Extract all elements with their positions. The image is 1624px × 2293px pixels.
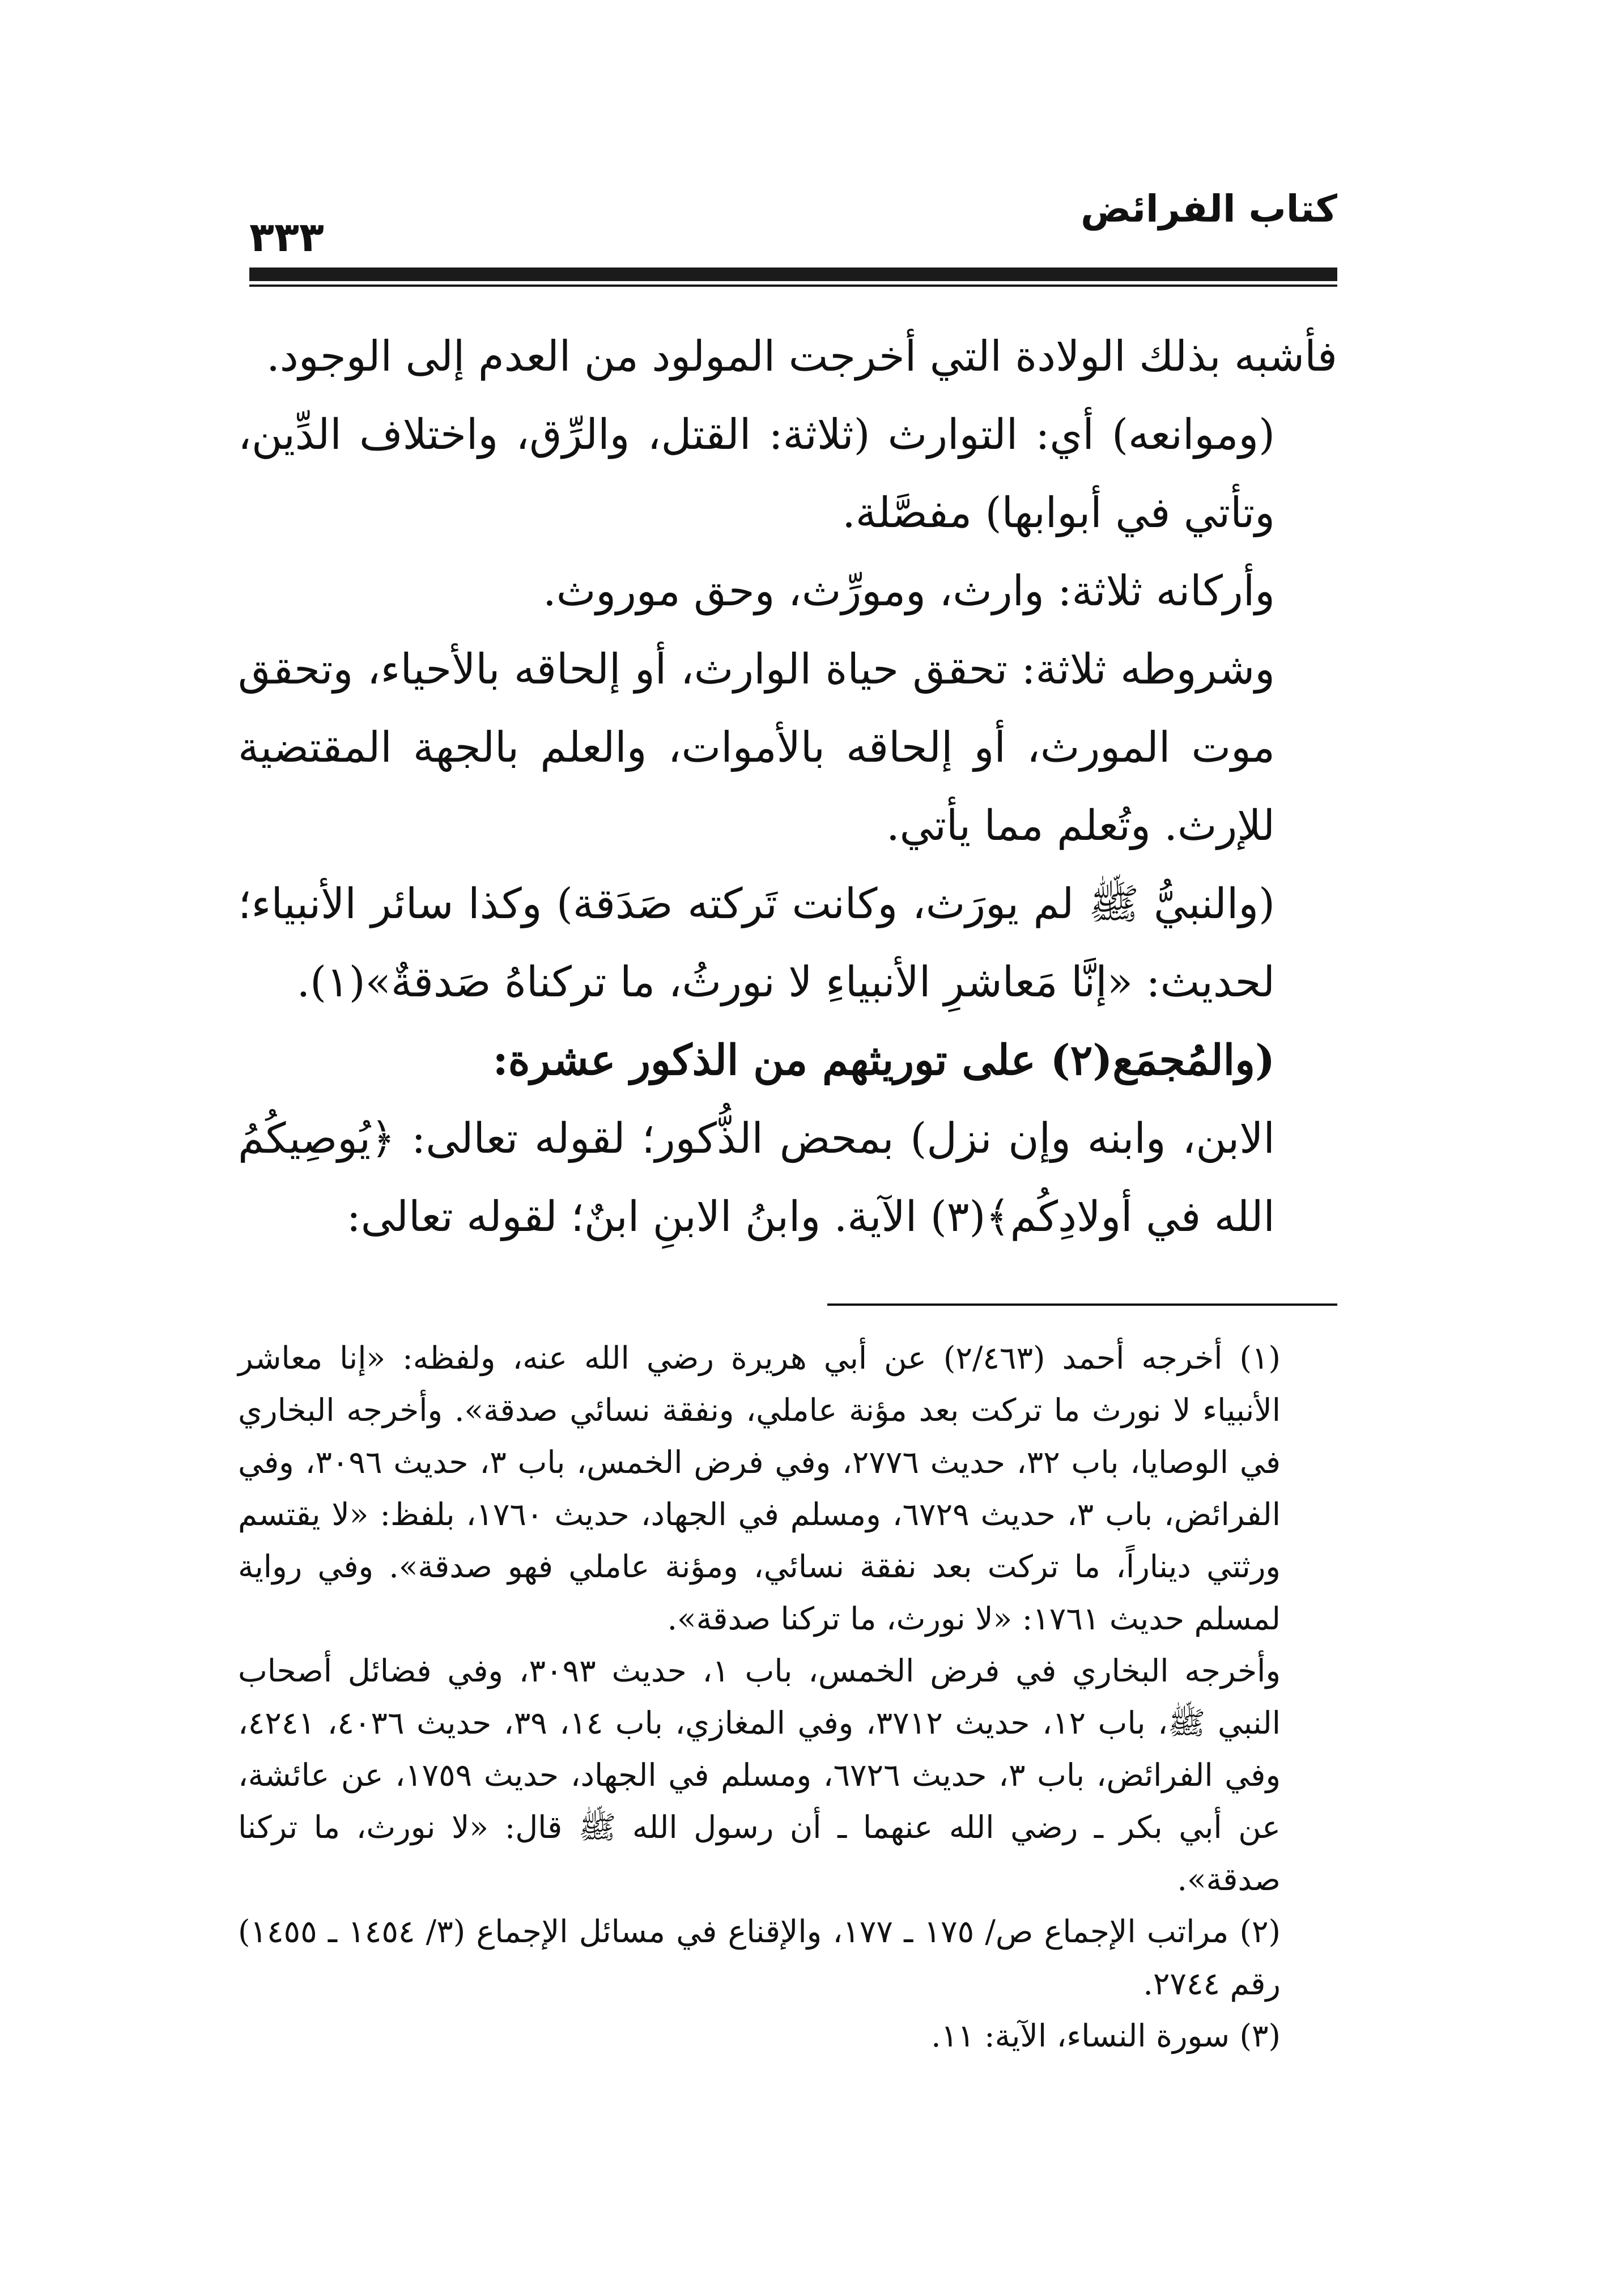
header-rule bbox=[249, 267, 1337, 281]
running-title: كتاب الفرائض bbox=[1081, 187, 1337, 231]
paragraph: الابن، وابنه وإن نزل) بمحض الذُّكور؛ لقوله تعالى: ﴿يُوصِيكُمُ الله في أولادِكُم﴾(٣) الآية. وابنُ الابنِ ابنٌ؛ لقوله تعالى: bbox=[238, 1114, 1275, 1241]
paragraph: وشروطه ثلاثة: تحقق حياة الوارث، أو إلحاقه بالأحياء، وتحقق موت المورث، أو إلحاقه بالأموات، والعلم بالجهة المقتضية للإرث. وتُعلم مما يأتي. bbox=[238, 645, 1275, 850]
page-number: ٣٣٣ bbox=[249, 213, 324, 261]
footnote-separator bbox=[827, 1303, 1337, 1306]
paragraph: فأشبه بذلك الولادة التي أخرجت المولود من العدم إلى الوجود. bbox=[266, 332, 1337, 381]
page-header bbox=[249, 187, 1337, 295]
paragraph: وأركانه ثلاثة: وارث، ومورِّث، وحق موروث. bbox=[543, 567, 1275, 615]
footnote: (١) أخرجه أحمد (٢/٤٦٣) عن أبي هريرة رضي الله عنه، ولفظه: «إنا معاشر الأنبياء لا نورث ما تركت بعد مؤنة عاملي، ونفقة نسائي صدقة». وأخرجه البخاري في الوصايا، باب ٣٢، حديث ٢٧٧٦، وفي فرض الخمس، باب ٣، حديث ٣٠٩٦، وفي الفرائض، باب ٣، حديث ٦٧٢٩، ومسلم في الجهاد، حديث ١٧٦٠، بلفظ: «لا يقتسم ورثتي ديناراً، ما تركت بعد نفقة نسائي، ومؤنة عاملي فهو صدقة». وفي رواية لمسلم حديث ١٧٦١: «لا نورث، ما تركنا صدقة». bbox=[238, 1340, 1281, 1637]
main-text bbox=[238, 317, 1337, 1256]
footnote-continuation: وأخرجه البخاري في فرض الخمس، باب ١، حديث ٣٠٩٣، وفي فضائل أصحاب النبي ﷺ، باب ١٢، حديث ٣٧١٢، وفي المغازي، باب ١٤، ٣٩، حديث ٤٠٣٦، ٤٢٤١، وفي الفرائض، باب ٣، حديث ٦٧٢٦، ومسلم في الجهاد، حديث ١٧٥٩، عن عائشة، عن أبي بكر ـ رضي الله عنهما ـ أن رسول الله ﷺ قال: «لا نورث، ما تركنا صدقة». bbox=[238, 1653, 1281, 1897]
footnote: (٣) سورة النساء، الآية: ١١. bbox=[931, 2018, 1281, 2054]
paragraph: (والنبيُّ ﷺ لم يورَث، وكانت تَركته صَدَقة) وكذا سائر الأنبياء؛ لحديث: «إنَّا مَعاشرِ الأنبياءِ لا نورثُ، ما تركناهُ صَدقةٌ»(١). bbox=[238, 880, 1275, 1007]
footnotes bbox=[238, 1332, 1337, 2062]
footnote: (٢) مراتب الإجماع ص/ ١٧٥ ـ ١٧٧، والإقناع في مسائل الإجماع (٣/ ١٤٥٤ ـ ١٤٥٥) رقم ٢٧٤٤. bbox=[238, 1913, 1281, 2002]
paragraph: (وموانعه) أي: التوارث (ثلاثة: القتل، والرِّق، واختلاف الدِّين، وتأتي في أبوابها) مفصَّلة. bbox=[238, 410, 1275, 537]
paragraph: (والمُجمَع(٢) على توريثهم من الذكور عشرة: bbox=[492, 1036, 1275, 1085]
